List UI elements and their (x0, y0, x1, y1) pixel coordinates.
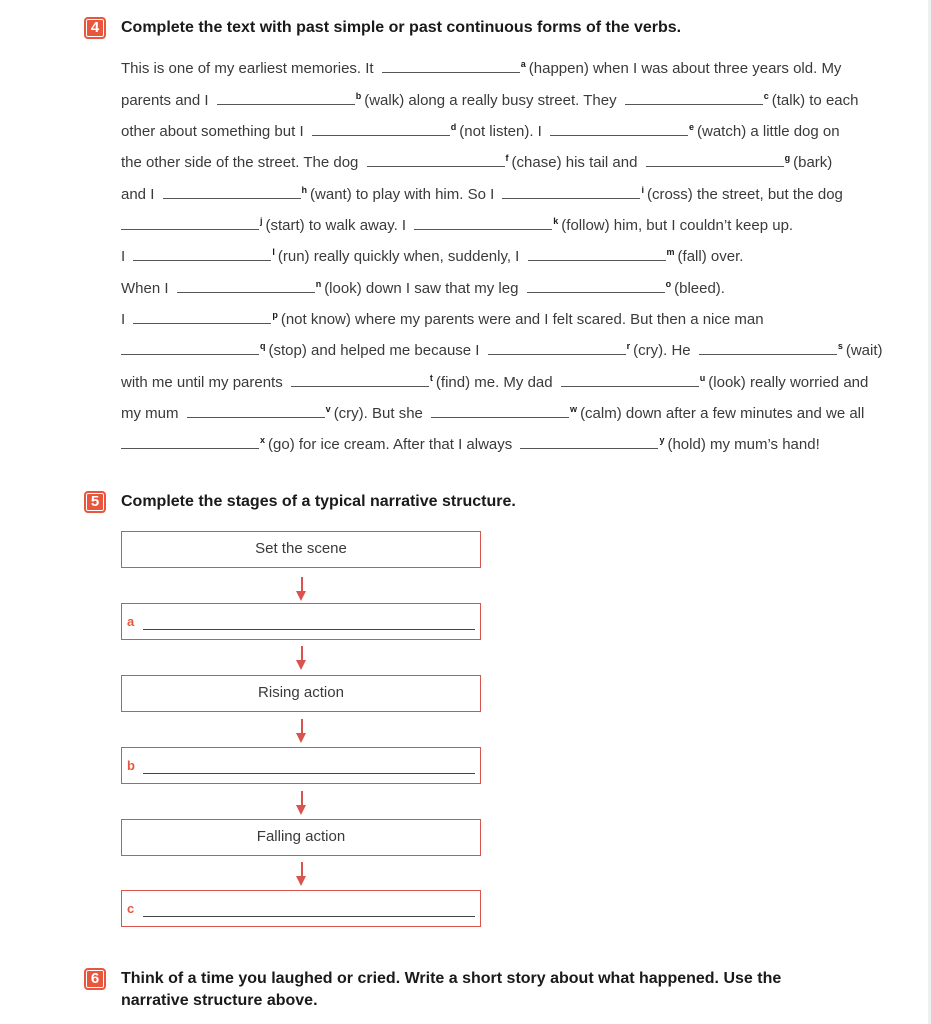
text-line (121, 366, 869, 391)
text-line (121, 52, 866, 76)
blank-letter: f (505, 153, 509, 163)
answer-blank-w[interactable] (431, 403, 569, 418)
text-segment: (talk) to each (771, 92, 859, 109)
blank-letter: i (641, 185, 644, 195)
write-line[interactable] (143, 773, 475, 774)
text-segment: with me until my parents (121, 374, 287, 391)
text-segment: (cry). He (633, 342, 695, 359)
exercise-6-title: Think of a time you laughed or cried. Write a short story about what happened. Use the narrative structure above. (121, 970, 782, 1009)
text-segment: (not listen). I (459, 123, 546, 140)
blank-letter: h (301, 185, 308, 195)
text-segment: (look) really worried and (708, 374, 869, 391)
stage-letter: c (127, 901, 135, 916)
stage-letter: a (127, 614, 135, 629)
answer-blank-l[interactable] (133, 246, 271, 261)
answer-blank-d[interactable] (312, 121, 450, 136)
text-segment: (start) to walk away. I (265, 217, 411, 234)
down-arrow-icon (296, 577, 308, 602)
answer-blank-n[interactable] (177, 278, 315, 293)
answer-blank-y[interactable] (520, 434, 658, 449)
blank-letter: q (260, 341, 266, 351)
exercise-5-header (84, 491, 516, 513)
answer-blank-r[interactable] (488, 340, 626, 355)
blank-letter: e (689, 122, 695, 132)
stage-answer-box-c[interactable] (121, 890, 481, 927)
blank-letter: j (260, 216, 263, 226)
answer-blank-a[interactable] (382, 58, 520, 73)
text-segment: (watch) a little dog on (697, 123, 840, 140)
answer-blank-m[interactable] (528, 246, 666, 261)
blank-letter: s (837, 341, 843, 351)
text-segment: (hold) my mum’s hand! (667, 436, 820, 453)
write-line[interactable] (143, 916, 475, 917)
text-segment: (not know) where my parents were and I felt scared. But then a nice man (280, 311, 764, 328)
blank-letter: k (553, 216, 559, 226)
answer-blank-b[interactable] (217, 90, 355, 105)
blank-letter: v (325, 404, 331, 414)
answer-blank-u[interactable] (561, 372, 699, 387)
text-segment: (want) to play with him. So I (310, 186, 499, 203)
answer-blank-k[interactable] (414, 215, 552, 230)
answer-blank-e[interactable] (550, 121, 688, 136)
answer-blank-t[interactable] (291, 372, 429, 387)
stage-answer-box-b[interactable] (121, 747, 481, 784)
blank-letter: l (272, 247, 275, 257)
blank-letter: o (665, 279, 672, 289)
blank-letter: g (784, 153, 791, 163)
text-segment: my mum (121, 405, 183, 422)
blank-letter: p (272, 310, 278, 320)
text-line (121, 334, 883, 359)
stage-letter: b (127, 758, 135, 773)
text-segment: I (121, 248, 130, 265)
blank-letter: b (355, 91, 362, 101)
text-segment: (bark) (793, 154, 833, 171)
answer-blank-q[interactable] (121, 340, 259, 355)
text-segment: I (121, 311, 130, 328)
stage-box-rising-action: Rising action (121, 675, 481, 712)
text-segment: When I (121, 280, 173, 297)
answer-blank-s[interactable] (699, 340, 837, 355)
text-segment: (wait) (845, 342, 883, 359)
text-segment: (chase) his tail and (511, 154, 642, 171)
text-line (121, 397, 866, 421)
answer-blank-f[interactable] (367, 152, 505, 167)
text-line (121, 209, 866, 233)
blank-letter: a (520, 59, 526, 69)
down-arrow-icon (296, 719, 308, 744)
blank-letter: x (260, 435, 266, 445)
text-line (121, 272, 866, 296)
blank-letter: m (666, 247, 675, 257)
text-segment: (happen) when I was about three years old. My (528, 60, 842, 77)
text-segment: parents and I (121, 92, 213, 109)
exercise-number-badge: 5 (84, 491, 106, 513)
text-segment: (find) me. My dad (435, 374, 557, 391)
down-arrow-icon (296, 791, 308, 816)
write-line[interactable] (143, 629, 475, 630)
blank-letter: r (626, 341, 631, 351)
exercise-number-badge: 4 (84, 17, 106, 39)
exercise-number-badge: 6 (84, 968, 106, 990)
answer-blank-h[interactable] (163, 184, 301, 199)
stage-box-set-the-scene: Set the scene (121, 531, 481, 568)
text-segment: (stop) and helped me because I (268, 342, 484, 359)
text-segment: other about something but I (121, 123, 308, 140)
text-segment: (cry). But she (333, 405, 428, 422)
answer-blank-j[interactable] (121, 215, 259, 230)
text-segment: This is one of my earliest memories. It (121, 60, 378, 77)
text-line (121, 178, 866, 202)
text-line (121, 240, 866, 264)
blank-letter: n (315, 279, 322, 289)
text-segment: (walk) along a really busy street. They (364, 92, 621, 109)
text-segment: (run) really quickly when, suddenly, I (277, 248, 524, 265)
text-segment: (bleed). (674, 280, 725, 297)
blank-letter: c (763, 91, 769, 101)
text-segment: the other side of the street. The dog (121, 154, 363, 171)
text-line (121, 303, 866, 327)
answer-blank-g[interactable] (646, 152, 784, 167)
text-segment: (cross) the street, but the dog (646, 186, 843, 203)
text-segment: and I (121, 186, 159, 203)
text-line (121, 115, 866, 139)
text-segment: (go) for ice cream. After that I always (268, 436, 517, 453)
blank-letter: u (699, 373, 706, 383)
blank-letter: y (659, 435, 665, 445)
text-segment: (calm) down after a few minutes and we all (580, 405, 865, 422)
text-line (121, 428, 866, 452)
text-segment: (fall) over. (677, 248, 744, 265)
text-segment: (follow) him, but I couldn’t keep up. (561, 217, 794, 234)
stage-box-falling-action: Falling action (121, 819, 481, 856)
exercise-6-header (84, 968, 831, 1012)
answer-blank-v[interactable] (187, 403, 325, 418)
exercise-5-title: Complete the stages of a typical narrative structure. (121, 493, 516, 510)
text-line (121, 84, 866, 108)
answer-blank-p[interactable] (133, 309, 271, 324)
text-segment: (look) down I saw that my leg (324, 280, 523, 297)
down-arrow-icon (296, 862, 308, 887)
exercise-4-header (84, 17, 681, 39)
blank-letter: t (429, 373, 433, 383)
down-arrow-icon (296, 646, 308, 671)
blank-letter: w (570, 404, 578, 414)
exercise-4-title: Complete the text with past simple or past continuous forms of the verbs. (121, 19, 682, 36)
stage-answer-box-a[interactable] (121, 603, 481, 640)
answer-blank-x[interactable] (121, 434, 259, 449)
answer-blank-i[interactable] (502, 184, 640, 199)
answer-blank-c[interactable] (625, 90, 763, 105)
answer-blank-o[interactable] (527, 278, 665, 293)
text-line (121, 146, 866, 170)
blank-letter: d (450, 122, 457, 132)
